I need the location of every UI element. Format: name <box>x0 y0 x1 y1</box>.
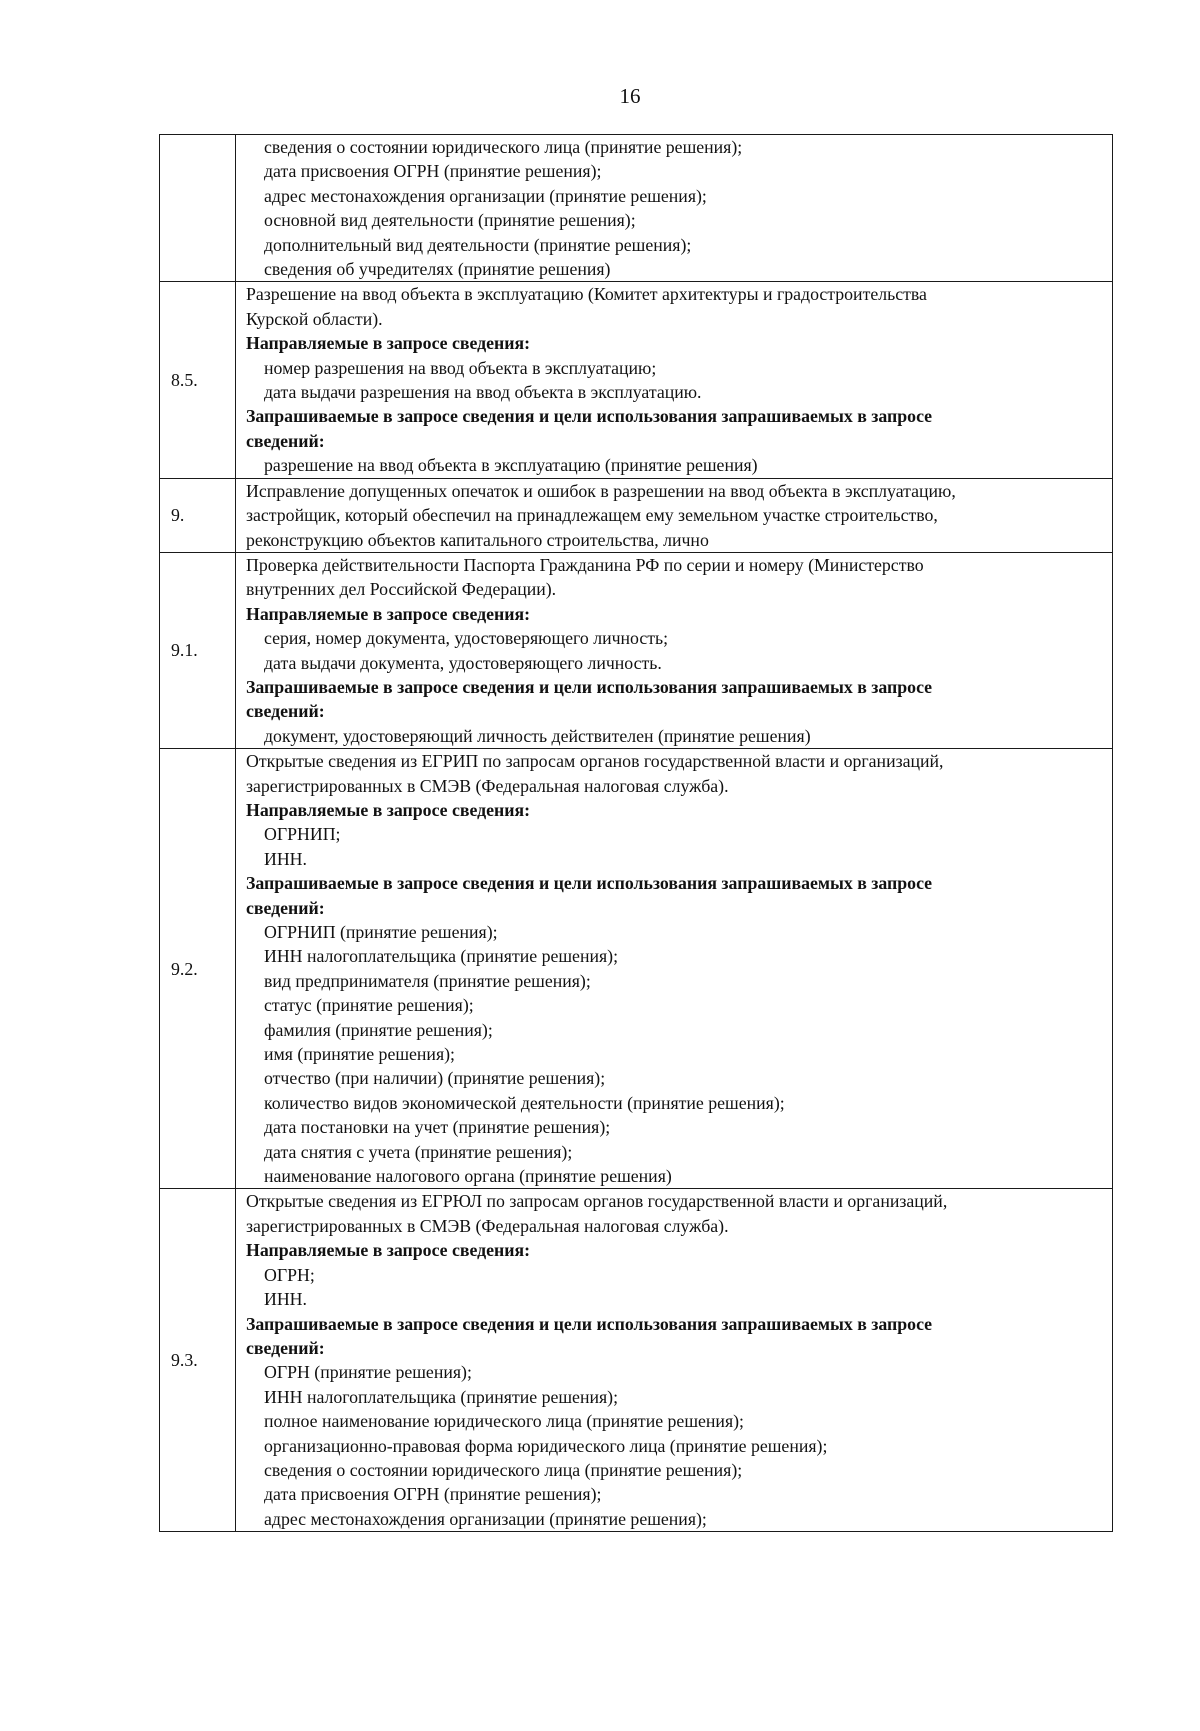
item-description <box>236 282 1113 478</box>
section-heading: сведений: <box>246 701 325 722</box>
section-heading: сведений: <box>246 430 325 451</box>
text-line: Курской области). <box>246 308 383 329</box>
section-heading: сведений: <box>246 1337 325 1358</box>
text-line: зарегистрированных в СМЭВ (Федеральная налоговая служба). <box>246 775 729 796</box>
services-table <box>159 134 1113 1532</box>
text-line: Разрешение на ввод объекта в эксплуатацию (Комитет архитектуры и градостроительства <box>246 284 927 305</box>
list-item: дата постановки на учет (принятие решения); <box>264 1117 611 1138</box>
list-item: сведения о состоянии юридического лица (принятие решения); <box>264 1459 743 1480</box>
list-item: номер разрешения на ввод объекта в эксплуатацию; <box>264 357 657 378</box>
item-number: 9.2. <box>160 749 236 1189</box>
text-line: Открытые сведения из ЕГРЮЛ по запросам органов государственной власти и организаций, <box>246 1191 948 1212</box>
text-line: застройщик, который обеспечил на принадлежащем ему земельном участке строительство, <box>246 505 938 526</box>
item-description <box>236 135 1113 282</box>
list-item: дата выдачи разрешения на ввод объекта в эксплуатацию. <box>264 382 702 403</box>
list-item: отчество (при наличии) (принятие решения); <box>264 1068 606 1089</box>
list-item: серия, номер документа, удостоверяющего личность; <box>264 628 669 649</box>
table-row <box>160 552 1113 748</box>
list-item: фамилия (принятие решения); <box>264 1019 493 1040</box>
list-item: ИНН налогоплательщика (принятие решения); <box>264 1386 619 1407</box>
text-line: зарегистрированных в СМЭВ (Федеральная налоговая служба). <box>246 1215 729 1236</box>
list-item: дата снятия с учета (принятие решения); <box>264 1141 573 1162</box>
list-item: разрешение на ввод объекта в эксплуатацию (принятие решения) <box>264 455 758 476</box>
list-item: имя (принятие решения); <box>264 1044 455 1065</box>
list-item: сведения о состоянии юридического лица (принятие решения); <box>264 137 743 157</box>
text-line: Открытые сведения из ЕГРИП по запросам органов государственной власти и организаций, <box>246 751 944 772</box>
list-item: полное наименование юридического лица (принятие решения); <box>264 1411 744 1432</box>
list-item: дополнительный вид деятельности (принятие решения); <box>264 234 692 255</box>
list-item: количество видов экономической деятельности (принятие решения); <box>264 1092 785 1113</box>
list-item: основной вид деятельности (принятие решения); <box>264 210 636 231</box>
list-item: ОГРН; <box>264 1264 315 1285</box>
list-item: статус (принятие решения); <box>264 995 474 1016</box>
item-number: 8.5. <box>160 282 236 478</box>
list-item: дата присвоения ОГРН (принятие решения); <box>264 1484 602 1505</box>
text-line: Проверка действительности Паспорта Гражданина РФ по серии и номеру (Министерство <box>246 554 924 575</box>
page-number: 16 <box>619 84 641 108</box>
text-line: Исправление допущенных опечаток и ошибок в разрешении на ввод объекта в эксплуатацию, <box>246 480 956 501</box>
table-row <box>160 135 1113 282</box>
services-table-body <box>160 135 1113 1532</box>
list-item: сведения об учредителях (принятие решения) <box>264 259 611 280</box>
item-number: 9.1. <box>160 552 236 748</box>
list-item: дата выдачи документа, удостоверяющего личность. <box>264 652 662 673</box>
table-row <box>160 749 1113 1189</box>
item-number: 9.3. <box>160 1189 236 1532</box>
list-item: ОГРНИП (принятие решения); <box>264 922 498 942</box>
text-line: реконструкцию объектов капитального строительства, лично <box>246 529 709 550</box>
section-heading: Направляемые в запросе сведения: <box>246 603 531 624</box>
list-item: адрес местонахождения организации (принятие решения); <box>264 185 707 206</box>
section-heading: Направляемые в запросе сведения: <box>246 333 531 354</box>
item-description <box>236 478 1113 552</box>
table-row <box>160 1189 1113 1532</box>
text-line: внутренних дел Российской Федерации). <box>246 579 557 600</box>
list-item: дата присвоения ОГРН (принятие решения); <box>264 161 602 182</box>
item-description <box>236 749 1113 1189</box>
section-heading: Направляемые в запросе сведения: <box>246 1240 531 1261</box>
list-item: адрес местонахождения организации (принятие решения); <box>264 1508 707 1529</box>
list-item: ИНН. <box>264 848 307 869</box>
table-row <box>160 282 1113 478</box>
list-item: вид предпринимателя (принятие решения); <box>264 970 591 991</box>
list-item: ИНН. <box>264 1289 307 1310</box>
section-heading: Направляемые в запросе сведения: <box>246 799 531 820</box>
section-heading: Запрашиваемые в запросе сведения и цели использования запрашиваемых в запросе <box>246 676 933 697</box>
list-item: ОГРН (принятие решения); <box>264 1362 472 1383</box>
section-heading: сведений: <box>246 897 325 918</box>
list-item: документ, удостоверяющий личность действителен (принятие решения) <box>264 725 811 746</box>
list-item: ОГРНИП; <box>264 824 341 845</box>
item-description <box>236 1189 1113 1532</box>
table-row <box>160 478 1113 552</box>
list-item: организационно-правовая форма юридического лица (принятие решения); <box>264 1435 828 1456</box>
list-item: ИНН налогоплательщика (принятие решения); <box>264 946 619 967</box>
list-item: наименование налогового органа (принятие решения) <box>264 1166 672 1187</box>
section-heading: Запрашиваемые в запросе сведения и цели использования запрашиваемых в запросе <box>246 406 933 427</box>
section-heading: Запрашиваемые в запросе сведения и цели использования запрашиваемых в запросе <box>246 1313 933 1334</box>
item-number <box>160 135 236 282</box>
item-description <box>236 552 1113 748</box>
section-heading: Запрашиваемые в запросе сведения и цели использования запрашиваемых в запросе <box>246 873 933 894</box>
item-number: 9. <box>160 478 236 552</box>
